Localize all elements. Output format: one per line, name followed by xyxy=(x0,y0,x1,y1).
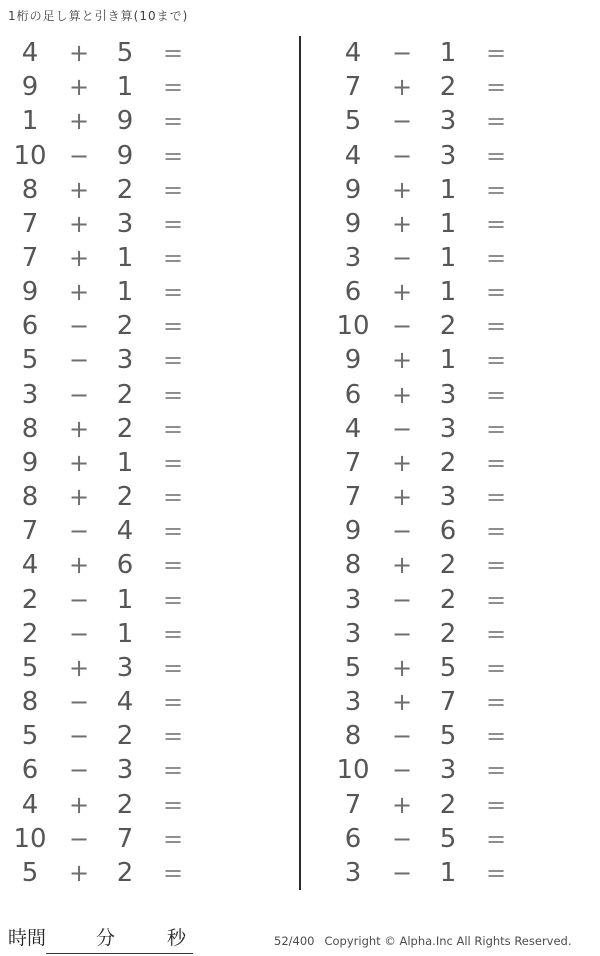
time-entry xyxy=(8,923,193,954)
operand-a: 4 xyxy=(344,413,362,444)
page-number: 52/400 xyxy=(274,934,315,948)
operator: − xyxy=(68,517,90,546)
problem-row xyxy=(301,207,600,241)
operand-b: 3 xyxy=(116,345,134,376)
operand-a: 1 xyxy=(21,106,39,137)
operand-a: 6 xyxy=(344,379,362,410)
problem-row xyxy=(301,651,600,685)
operator: − xyxy=(68,688,90,717)
operand-b: 2 xyxy=(439,550,457,581)
operand-b: 4 xyxy=(116,516,134,547)
operand-a: 9 xyxy=(344,516,362,547)
operand-a: 2 xyxy=(21,618,39,649)
operand-a: 6 xyxy=(21,755,39,786)
operator: + xyxy=(68,244,90,273)
problem-row xyxy=(301,787,600,821)
operand-b: 2 xyxy=(116,174,134,205)
operator: + xyxy=(391,209,413,238)
operand-a: 5 xyxy=(344,106,362,137)
equals-sign: = xyxy=(162,209,184,238)
operator: + xyxy=(391,448,413,477)
operand-b: 1 xyxy=(116,447,134,478)
operator: − xyxy=(391,312,413,341)
operator: − xyxy=(391,141,413,170)
operand-a: 7 xyxy=(344,447,362,478)
copyright-text: Copyright © Alpha.Inc All Rights Reserved. xyxy=(324,934,572,948)
operator: + xyxy=(68,73,90,102)
operand-a: 4 xyxy=(21,550,39,581)
operator: + xyxy=(68,107,90,136)
operand-b: 1 xyxy=(116,277,134,308)
equals-sign: = xyxy=(162,585,184,614)
operand-a: 10 xyxy=(336,311,370,342)
equals-sign: = xyxy=(162,73,184,102)
operand-a: 5 xyxy=(21,652,39,683)
operator: + xyxy=(391,653,413,682)
operand-a: 7 xyxy=(21,208,39,239)
problem-column-right xyxy=(301,36,600,890)
operand-a: 10 xyxy=(336,755,370,786)
operator: − xyxy=(68,346,90,375)
equals-sign: = xyxy=(162,175,184,204)
equals-sign: = xyxy=(162,278,184,307)
equals-sign: = xyxy=(485,278,507,307)
operand-a: 8 xyxy=(21,687,39,718)
operand-a: 7 xyxy=(21,516,39,547)
equals-sign: = xyxy=(162,39,184,68)
equals-sign: = xyxy=(162,653,184,682)
page-title: 1桁の足し算と引き算(10まで) xyxy=(8,9,189,23)
operator: + xyxy=(391,380,413,409)
operator: − xyxy=(391,39,413,68)
problem-row xyxy=(0,719,299,753)
operand-a: 4 xyxy=(21,789,39,820)
problem-row xyxy=(301,309,600,343)
operator: + xyxy=(68,209,90,238)
problem-row xyxy=(0,104,299,138)
operator: − xyxy=(68,585,90,614)
operand-b: 3 xyxy=(439,755,457,786)
problem-row xyxy=(0,138,299,172)
operand-a: 6 xyxy=(344,277,362,308)
operator: − xyxy=(391,517,413,546)
problem-row xyxy=(301,241,600,275)
operand-a: 5 xyxy=(21,857,39,888)
problem-row xyxy=(0,275,299,309)
operand-b: 1 xyxy=(439,243,457,274)
problem-row xyxy=(0,787,299,821)
problem-row xyxy=(0,309,299,343)
operand-a: 4 xyxy=(344,38,362,69)
problem-row xyxy=(301,753,600,787)
operator: + xyxy=(68,39,90,68)
equals-sign: = xyxy=(485,585,507,614)
operator: + xyxy=(68,483,90,512)
problem-row xyxy=(301,275,600,309)
equals-sign: = xyxy=(485,380,507,409)
problem-row xyxy=(0,685,299,719)
operand-a: 7 xyxy=(344,482,362,513)
operand-a: 7 xyxy=(344,72,362,103)
operand-b: 2 xyxy=(116,789,134,820)
operand-a: 8 xyxy=(21,413,39,444)
operand-a: 8 xyxy=(21,482,39,513)
operand-b: 3 xyxy=(439,106,457,137)
equals-sign: = xyxy=(162,756,184,785)
equals-sign: = xyxy=(162,517,184,546)
problem-row xyxy=(0,446,299,480)
problem-row xyxy=(301,378,600,412)
operator: − xyxy=(391,244,413,273)
minutes-label: 分 xyxy=(96,927,116,949)
operator: + xyxy=(68,414,90,443)
equals-sign: = xyxy=(485,722,507,751)
operand-b: 2 xyxy=(116,413,134,444)
problem-row xyxy=(0,617,299,651)
equals-sign: = xyxy=(485,39,507,68)
operand-b: 3 xyxy=(116,652,134,683)
operand-a: 6 xyxy=(344,823,362,854)
operator: − xyxy=(68,312,90,341)
operand-b: 6 xyxy=(116,550,134,581)
operator: − xyxy=(391,414,413,443)
equals-sign: = xyxy=(485,175,507,204)
time-blank-line xyxy=(46,923,193,954)
operator: + xyxy=(391,278,413,307)
operand-b: 1 xyxy=(116,584,134,615)
problem-row xyxy=(301,343,600,377)
equals-sign: = xyxy=(162,244,184,273)
equals-sign: = xyxy=(485,688,507,717)
operator: + xyxy=(391,551,413,580)
equals-sign: = xyxy=(162,722,184,751)
equals-sign: = xyxy=(162,380,184,409)
equals-sign: = xyxy=(162,414,184,443)
problem-row xyxy=(0,856,299,890)
equals-sign: = xyxy=(485,209,507,238)
operator: − xyxy=(391,107,413,136)
operator: − xyxy=(391,824,413,853)
equals-sign: = xyxy=(162,824,184,853)
operand-a: 6 xyxy=(21,311,39,342)
operator: + xyxy=(391,688,413,717)
operand-a: 7 xyxy=(21,243,39,274)
operand-b: 3 xyxy=(439,140,457,171)
equals-sign: = xyxy=(485,824,507,853)
problem-row xyxy=(0,378,299,412)
problem-row xyxy=(0,480,299,514)
operator: + xyxy=(391,346,413,375)
operand-a: 9 xyxy=(344,208,362,239)
equals-sign: = xyxy=(162,551,184,580)
operand-a: 10 xyxy=(13,823,47,854)
operator: − xyxy=(68,824,90,853)
operand-b: 2 xyxy=(439,72,457,103)
operator: − xyxy=(68,141,90,170)
operand-a: 9 xyxy=(344,174,362,205)
operand-a: 7 xyxy=(344,789,362,820)
operator: + xyxy=(68,448,90,477)
operand-b: 2 xyxy=(439,447,457,478)
problem-row xyxy=(301,70,600,104)
operator: + xyxy=(391,175,413,204)
operator: − xyxy=(391,619,413,648)
equals-sign: = xyxy=(162,483,184,512)
problem-row xyxy=(0,583,299,617)
operator: + xyxy=(68,858,90,887)
operand-b: 3 xyxy=(439,413,457,444)
operand-a: 3 xyxy=(344,618,362,649)
operand-b: 1 xyxy=(439,208,457,239)
equals-sign: = xyxy=(485,346,507,375)
equals-sign: = xyxy=(485,551,507,580)
operand-a: 5 xyxy=(344,652,362,683)
problem-row xyxy=(301,104,600,138)
operand-a: 4 xyxy=(21,38,39,69)
operand-b: 1 xyxy=(439,345,457,376)
operand-a: 3 xyxy=(344,584,362,615)
operand-b: 1 xyxy=(439,38,457,69)
operator: − xyxy=(68,619,90,648)
operand-b: 4 xyxy=(116,687,134,718)
operand-b: 1 xyxy=(116,72,134,103)
equals-sign: = xyxy=(162,346,184,375)
operator: + xyxy=(68,653,90,682)
operand-a: 3 xyxy=(21,379,39,410)
problem-row xyxy=(301,583,600,617)
operand-b: 9 xyxy=(116,140,134,171)
operand-b: 1 xyxy=(439,174,457,205)
operand-b: 2 xyxy=(116,857,134,888)
problem-row xyxy=(0,548,299,582)
equals-sign: = xyxy=(485,312,507,341)
equals-sign: = xyxy=(485,107,507,136)
operator: − xyxy=(391,858,413,887)
problem-row xyxy=(301,617,600,651)
operand-b: 3 xyxy=(439,379,457,410)
equals-sign: = xyxy=(485,653,507,682)
problem-row xyxy=(301,822,600,856)
operand-a: 9 xyxy=(344,345,362,376)
operand-a: 8 xyxy=(344,721,362,752)
operator: + xyxy=(68,278,90,307)
problem-row xyxy=(0,822,299,856)
problem-column-left xyxy=(0,36,299,890)
operand-a: 3 xyxy=(344,857,362,888)
problem-row xyxy=(0,514,299,548)
equals-sign: = xyxy=(162,312,184,341)
problem-row xyxy=(0,343,299,377)
operator: − xyxy=(391,722,413,751)
footer xyxy=(0,923,600,956)
problem-row xyxy=(301,856,600,890)
operator: − xyxy=(68,756,90,785)
operand-b: 5 xyxy=(439,652,457,683)
operand-a: 9 xyxy=(21,277,39,308)
operand-a: 10 xyxy=(13,140,47,171)
equals-sign: = xyxy=(485,858,507,887)
operator: − xyxy=(391,585,413,614)
equals-sign: = xyxy=(485,790,507,819)
equals-sign: = xyxy=(162,619,184,648)
operand-b: 1 xyxy=(439,277,457,308)
operand-b: 7 xyxy=(439,687,457,718)
problem-row xyxy=(301,412,600,446)
equals-sign: = xyxy=(485,448,507,477)
operator: + xyxy=(391,73,413,102)
operand-b: 1 xyxy=(439,857,457,888)
problem-row xyxy=(301,138,600,172)
problem-row xyxy=(0,412,299,446)
problem-row xyxy=(301,514,600,548)
operand-b: 3 xyxy=(116,208,134,239)
operator: + xyxy=(391,483,413,512)
equals-sign: = xyxy=(485,141,507,170)
problem-row xyxy=(301,548,600,582)
problem-row xyxy=(301,36,600,70)
operand-a: 3 xyxy=(344,687,362,718)
problem-row xyxy=(0,70,299,104)
operand-b: 1 xyxy=(116,618,134,649)
operand-a: 5 xyxy=(21,721,39,752)
operator: − xyxy=(68,380,90,409)
problem-row xyxy=(0,241,299,275)
operand-b: 6 xyxy=(439,516,457,547)
operand-b: 2 xyxy=(116,311,134,342)
operand-b: 7 xyxy=(116,823,134,854)
equals-sign: = xyxy=(485,483,507,512)
equals-sign: = xyxy=(162,107,184,136)
operand-a: 8 xyxy=(344,550,362,581)
problem-row xyxy=(301,446,600,480)
operand-a: 5 xyxy=(21,345,39,376)
problem-row xyxy=(0,651,299,685)
problem-row xyxy=(301,173,600,207)
operand-b: 2 xyxy=(439,311,457,342)
operand-a: 8 xyxy=(21,174,39,205)
equals-sign: = xyxy=(485,619,507,648)
operator: − xyxy=(391,756,413,785)
operator: + xyxy=(68,790,90,819)
problem-row xyxy=(0,36,299,70)
problem-row xyxy=(0,173,299,207)
operand-b: 3 xyxy=(116,755,134,786)
equals-sign: = xyxy=(162,790,184,819)
problem-row xyxy=(0,753,299,787)
operator: − xyxy=(68,722,90,751)
equals-sign: = xyxy=(485,517,507,546)
operand-b: 2 xyxy=(439,789,457,820)
problem-row xyxy=(301,719,600,753)
operand-b: 2 xyxy=(116,721,134,752)
problem-row xyxy=(0,207,299,241)
operand-a: 2 xyxy=(21,584,39,615)
operand-b: 5 xyxy=(439,823,457,854)
operand-b: 3 xyxy=(439,482,457,513)
operand-a: 3 xyxy=(344,243,362,274)
problem-row xyxy=(301,480,600,514)
operand-b: 5 xyxy=(116,38,134,69)
equals-sign: = xyxy=(162,858,184,887)
equals-sign: = xyxy=(162,141,184,170)
copyright-line xyxy=(274,934,572,948)
equals-sign: = xyxy=(485,756,507,785)
operand-b: 2 xyxy=(116,379,134,410)
equals-sign: = xyxy=(162,688,184,717)
operand-b: 9 xyxy=(116,106,134,137)
operand-b: 2 xyxy=(439,584,457,615)
operator: + xyxy=(68,551,90,580)
time-label: 時間 xyxy=(8,927,47,949)
operand-a: 9 xyxy=(21,447,39,478)
problem-row xyxy=(301,685,600,719)
operand-b: 5 xyxy=(439,721,457,752)
operand-b: 2 xyxy=(116,482,134,513)
operator: + xyxy=(391,790,413,819)
operand-b: 1 xyxy=(116,243,134,274)
problem-columns xyxy=(0,36,600,890)
operand-a: 4 xyxy=(344,140,362,171)
equals-sign: = xyxy=(485,414,507,443)
operand-a: 9 xyxy=(21,72,39,103)
equals-sign: = xyxy=(162,448,184,477)
operator: + xyxy=(68,175,90,204)
equals-sign: = xyxy=(485,244,507,273)
operand-b: 2 xyxy=(439,618,457,649)
equals-sign: = xyxy=(485,73,507,102)
seconds-label: 秒 xyxy=(167,927,187,949)
